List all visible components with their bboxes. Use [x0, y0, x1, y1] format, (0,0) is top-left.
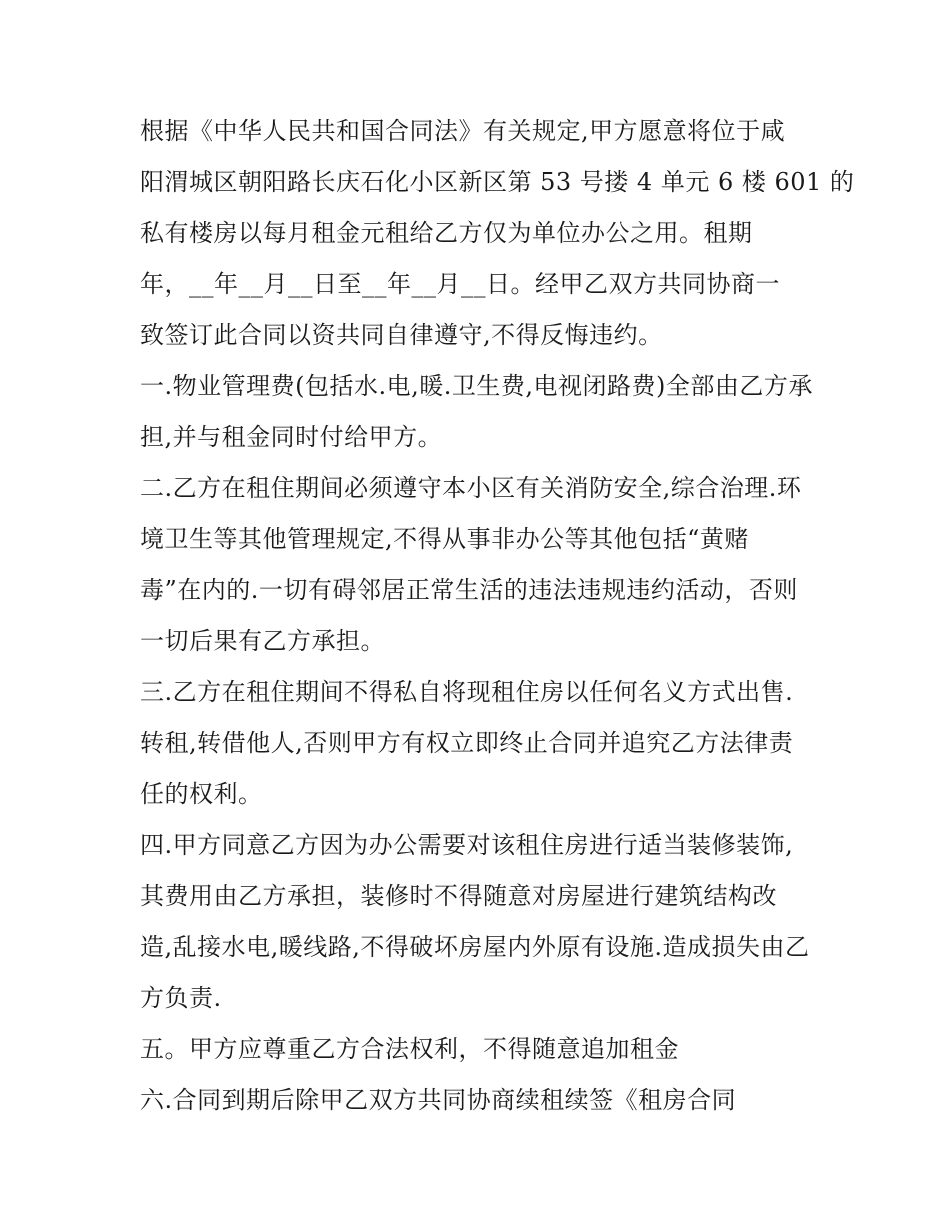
clause-5-line: 五。甲方应尊重乙方合法权利，不得随意追加租金 [140, 1035, 679, 1063]
clause-1-line: 一.物业管理费(包括水.电,暖.卫生费,电视闭路费)全部由乙方承 [140, 372, 813, 400]
clause-6-line: 六.合同到期后除甲乙双方共同协商续租续签《租房合同 [140, 1086, 737, 1114]
clause-2-line: 一切后果有乙方承担。 [140, 627, 385, 655]
clause-4-line: 方负责. [140, 984, 222, 1012]
text-line: 阳渭城区朝阳路长庆石化小区新区第 53 号搂 4 单元 6 楼 601 的 [140, 168, 855, 196]
text-line: 根据《中华人民共和国合同法》有关规定,甲方愿意将位于咸 [140, 117, 786, 145]
clause-2-line: 境卫生等其他管理规定,不得从事非办公等其他包括“黄赌 [140, 525, 749, 553]
clause-3-line: 任的权利。 [140, 780, 263, 808]
clause-2-line: 二.乙方在租住期间必须遵守本小区有关消防安全,综合治理.环 [140, 474, 802, 502]
clause-3-line: 三.乙方在租住期间不得私自将现租住房以任何名义方式出售. [140, 678, 794, 706]
clause-4-line: 造,乱接水电,暖线路,不得破坏房屋内外原有设施.造成损失由乙 [140, 933, 810, 961]
clause-4-line: 其费用由乙方承担，装修时不得随意对房屋进行建筑结构改 [140, 882, 777, 910]
clause-3-line: 转租,转借他人,否则甲方有权立即终止合同并追究乙方法律责 [140, 729, 794, 757]
contract-body [140, 106, 855, 1126]
text-line: 致签订此合同以资共同自律遵守,不得反悔违约。 [140, 321, 663, 349]
clause-4-line: 四.甲方同意乙方因为办公需要对该租住房进行适当装修装饰, [140, 831, 794, 859]
text-line: 私有楼房以每月租金元租给乙方仅为单位办公之用。租期 [140, 219, 753, 247]
clause-1-line: 担,并与租金同时付给甲方。 [140, 423, 443, 451]
text-line: 年，__年__月__日至__年__月__日。经甲乙双方共同协商一 [140, 270, 780, 298]
clause-2-line: 毒”在内的.一切有碍邻居正常生活的违法违规违约活动，否则 [140, 576, 798, 604]
